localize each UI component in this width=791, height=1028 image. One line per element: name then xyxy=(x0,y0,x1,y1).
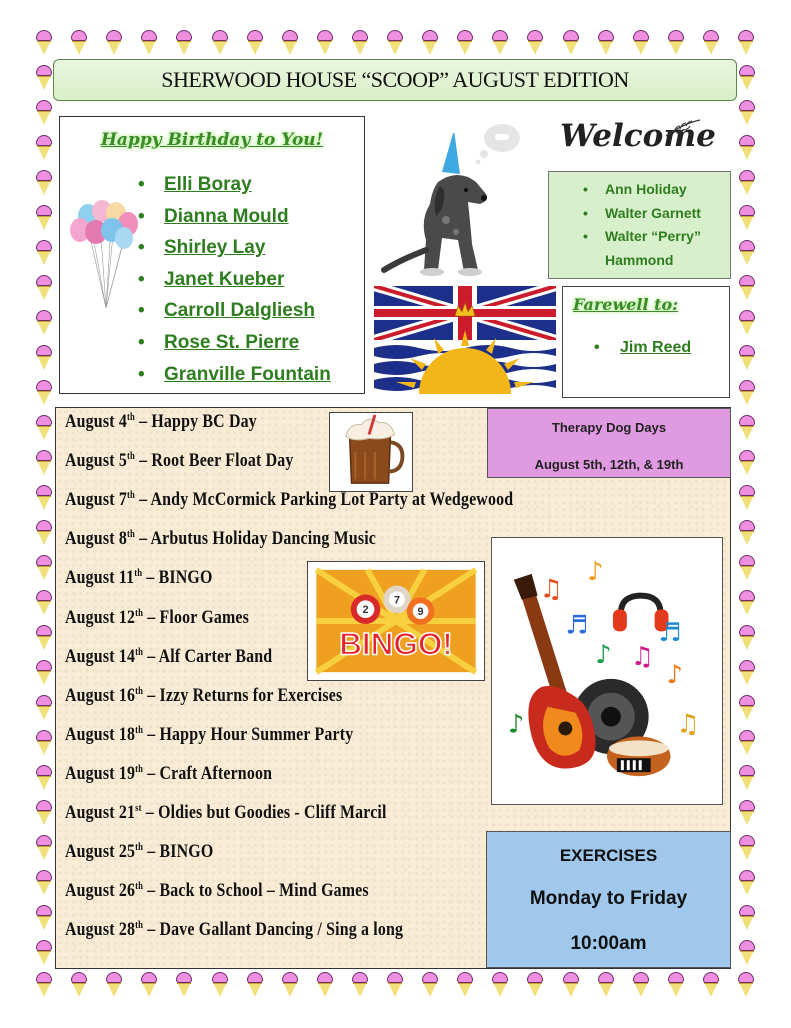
ice-cream-cone-icon xyxy=(35,100,53,126)
event-day-suffix: th xyxy=(135,763,144,775)
event-month: August xyxy=(65,490,115,511)
svg-text:♫: ♫ xyxy=(676,709,700,740)
farewell-title: Farewell to: xyxy=(573,295,679,314)
event-month: August xyxy=(65,412,115,433)
ice-cream-cone-icon xyxy=(738,135,756,161)
ice-cream-cone-icon xyxy=(351,972,369,998)
event-month: August xyxy=(65,607,115,628)
ice-cream-cone-icon xyxy=(667,30,685,56)
event-month: August xyxy=(65,568,115,589)
exercise-title: EXERCISES xyxy=(559,846,658,865)
event-item xyxy=(65,568,213,589)
ice-cream-cone-icon xyxy=(702,972,720,998)
ice-cream-cone-icon xyxy=(526,30,544,56)
event-item xyxy=(65,881,369,902)
event-text: – Oldies but Goodies - Cliff Marcil xyxy=(145,803,387,824)
ice-cream-cone-icon xyxy=(140,972,158,998)
therapy-dog-box xyxy=(487,408,731,478)
svg-text:♪: ♪ xyxy=(595,640,612,671)
bingo-sign-text: BINGO! xyxy=(339,626,453,662)
event-day: 18 xyxy=(118,724,136,745)
birthday-name: • Granville Fountain xyxy=(138,364,331,396)
ice-cream-cone-icon xyxy=(597,972,615,998)
event-day: 12 xyxy=(118,607,136,628)
ice-cream-cone-icon xyxy=(175,972,193,998)
birthday-name: • Janet Kueber xyxy=(138,269,331,301)
event-day-suffix: th xyxy=(126,412,135,423)
ice-cream-cone-icon xyxy=(738,905,756,931)
event-text: – Happy BC Day xyxy=(139,412,257,433)
birthday-name: • Dianna Mould xyxy=(138,206,331,238)
ice-cream-cone-icon xyxy=(738,415,756,441)
event-day: 5 xyxy=(118,451,127,472)
event-day: 16 xyxy=(118,685,136,706)
ice-cream-cone-icon xyxy=(738,555,756,581)
ice-cream-cone-icon xyxy=(738,520,756,546)
event-day-suffix: th xyxy=(135,920,144,932)
event-day: 14 xyxy=(118,646,136,667)
ice-cream-cone-icon xyxy=(738,695,756,721)
event-day-suffix: st xyxy=(135,803,142,814)
ice-cream-cone-icon xyxy=(211,972,229,998)
ice-cream-cone-icon xyxy=(35,800,53,826)
exercise-box xyxy=(486,831,731,968)
event-day-suffix: th xyxy=(126,451,135,463)
party-dog-image xyxy=(380,120,540,280)
therapy-title: Therapy Dog Days xyxy=(551,420,667,435)
ice-cream-cone-icon xyxy=(738,345,756,371)
birthday-title: Happy Birthday to You! xyxy=(100,130,324,150)
ice-cream-cone-icon xyxy=(35,905,53,931)
svg-text:♫: ♫ xyxy=(539,574,563,605)
event-day: 11 xyxy=(118,568,135,589)
ice-cream-cone-icon xyxy=(35,170,53,196)
welcome-list xyxy=(549,172,730,272)
ice-cream-cone-icon xyxy=(281,30,299,56)
event-day: 25 xyxy=(118,842,136,863)
ice-cream-cone-icon xyxy=(491,30,509,56)
event-item xyxy=(65,451,294,472)
event-item xyxy=(65,647,272,668)
ice-cream-cone-icon xyxy=(35,730,53,756)
ice-cream-cone-icon xyxy=(35,660,53,686)
event-day-suffix: th xyxy=(135,685,144,697)
ice-cream-cone-icon xyxy=(386,30,404,56)
ice-cream-cone-icon xyxy=(738,940,756,966)
event-month: August xyxy=(65,842,115,863)
ice-cream-cone-icon xyxy=(70,30,88,56)
exercise-time: 10:00am xyxy=(570,933,647,954)
ice-cream-cone-icon xyxy=(35,972,53,998)
ice-cream-cone-icon xyxy=(105,30,123,56)
exercise-days: Monday to Friday xyxy=(529,888,688,909)
ice-cream-cone-icon xyxy=(456,30,474,56)
ice-cream-cone-icon xyxy=(526,972,544,998)
event-month: August xyxy=(65,529,115,550)
birthday-name: • Carroll Dalgliesh xyxy=(138,300,331,332)
root-beer-float-image xyxy=(329,412,413,492)
ice-cream-cone-icon xyxy=(35,450,53,476)
bc-flag-image xyxy=(374,286,556,394)
ice-cream-cone-icon xyxy=(562,30,580,56)
birthday-name: • Rose St. Pierre xyxy=(138,332,331,364)
event-text: – Craft Afternoon xyxy=(147,764,273,785)
newsletter-title: SHERWOOD HOUSE “SCOOP” AUGUST EDITION xyxy=(53,59,737,101)
ice-cream-cone-icon xyxy=(738,65,756,91)
ice-cream-cone-icon xyxy=(316,972,334,998)
event-item xyxy=(65,686,342,707)
ice-cream-cone-icon xyxy=(738,800,756,826)
ice-cream-cone-icon xyxy=(35,205,53,231)
ice-cream-cone-icon xyxy=(421,30,439,56)
ice-cream-cone-icon xyxy=(175,30,193,56)
balloons-image xyxy=(68,200,142,312)
ice-cream-cone-icon xyxy=(35,555,53,581)
event-item xyxy=(65,725,353,746)
ice-cream-cone-icon xyxy=(35,625,53,651)
event-day: 28 xyxy=(118,920,136,941)
event-month: August xyxy=(65,646,115,667)
ice-cream-cone-icon xyxy=(421,972,439,998)
event-month: August xyxy=(65,764,115,785)
event-month: August xyxy=(65,803,115,824)
farewell-section xyxy=(562,286,730,398)
event-day-suffix: th xyxy=(135,646,144,658)
ice-cream-cone-icon xyxy=(738,275,756,301)
ice-cream-cone-icon xyxy=(738,100,756,126)
event-month: August xyxy=(65,724,115,745)
svg-text:♬: ♬ xyxy=(658,618,682,649)
ice-cream-cone-icon xyxy=(738,205,756,231)
ice-cream-cone-icon xyxy=(35,940,53,966)
welcome-name: • Walter “Perry” Hammond xyxy=(605,225,730,272)
event-month: August xyxy=(65,685,115,706)
ice-cream-cone-icon xyxy=(140,30,158,56)
bingo-ball-number: 9 xyxy=(417,606,424,619)
event-text: – Arbutus Holiday Dancing Music xyxy=(139,529,377,550)
bingo-ball-number: 7 xyxy=(393,594,400,607)
ice-cream-cone-icon xyxy=(562,972,580,998)
ice-cream-cone-icon xyxy=(35,380,53,406)
event-text: – BINGO xyxy=(146,568,213,589)
event-item xyxy=(65,764,272,785)
event-text: – Izzy Returns for Exercises xyxy=(147,685,343,706)
ice-cream-cone-icon xyxy=(738,730,756,756)
svg-text:♪: ♪ xyxy=(507,709,525,740)
event-item xyxy=(65,842,213,863)
farewell-name: • Jim Reed xyxy=(594,339,691,357)
event-day: 8 xyxy=(118,529,127,550)
event-text: – Happy Hour Summer Party xyxy=(147,724,354,745)
event-text: – Dave Gallant Dancing / Sing a long xyxy=(147,920,404,941)
svg-text:♪: ♪ xyxy=(666,659,683,690)
event-month: August xyxy=(65,920,115,941)
ice-cream-cone-icon xyxy=(738,380,756,406)
ice-cream-cone-icon xyxy=(738,660,756,686)
ice-cream-cone-icon xyxy=(35,30,53,56)
ice-cream-cone-icon xyxy=(316,30,334,56)
event-day-suffix: th xyxy=(135,724,144,736)
event-item xyxy=(65,490,513,511)
ice-cream-cone-icon xyxy=(246,972,264,998)
ice-cream-cone-icon xyxy=(738,310,756,336)
ice-cream-cone-icon xyxy=(35,870,53,896)
ice-cream-cone-icon xyxy=(35,135,53,161)
ice-cream-cone-icon xyxy=(738,240,756,266)
event-item xyxy=(65,412,257,433)
event-day-suffix: th xyxy=(126,529,135,541)
ice-cream-cone-icon xyxy=(738,835,756,861)
svg-text:♪: ♪ xyxy=(587,556,604,587)
ice-cream-cone-icon xyxy=(211,30,229,56)
event-text: – Back to School – Mind Games xyxy=(147,881,369,902)
welcome-name: • Walter Garnett xyxy=(605,202,730,226)
birthday-list xyxy=(138,174,331,395)
ice-cream-cone-icon xyxy=(386,972,404,998)
ice-cream-cone-icon xyxy=(456,972,474,998)
ice-cream-cone-icon xyxy=(667,972,685,998)
bingo-sign-image xyxy=(307,561,485,681)
event-day: 19 xyxy=(118,764,136,785)
ice-cream-cone-icon xyxy=(737,972,755,998)
therapy-dates: August 5th, 12th, & 19th xyxy=(534,457,684,472)
welcome-name: • Ann Holiday xyxy=(605,178,730,202)
ice-cream-cone-icon xyxy=(738,625,756,651)
event-month: August xyxy=(65,881,115,902)
svg-text:♫: ♫ xyxy=(630,642,654,673)
event-day: 26 xyxy=(118,881,136,902)
leaf-flourish-icon xyxy=(664,118,702,138)
event-day-suffix: th xyxy=(135,842,144,854)
ice-cream-cone-icon xyxy=(105,972,123,998)
event-day: 21 xyxy=(118,803,136,824)
music-instruments-image xyxy=(491,537,723,805)
svg-text:♬: ♬ xyxy=(565,610,589,641)
event-item xyxy=(65,608,249,629)
event-text: – Andy McCormick Parking Lot Party at Wedgewood xyxy=(139,490,514,511)
ice-cream-cone-icon xyxy=(35,310,53,336)
event-text: – BINGO xyxy=(147,842,214,863)
ice-cream-cone-icon xyxy=(35,695,53,721)
ice-cream-cone-icon xyxy=(702,30,720,56)
ice-cream-cone-icon xyxy=(35,240,53,266)
birthday-name: • Elli Boray xyxy=(138,174,331,206)
birthday-name: • Shirley Lay xyxy=(138,237,331,269)
ice-cream-cone-icon xyxy=(632,30,650,56)
ice-cream-cone-icon xyxy=(738,590,756,616)
ice-cream-cone-icon xyxy=(35,520,53,546)
ice-cream-cone-icon xyxy=(35,590,53,616)
event-day: 7 xyxy=(118,490,127,511)
ice-cream-cone-icon xyxy=(491,972,509,998)
event-item xyxy=(65,920,403,941)
ice-cream-cone-icon xyxy=(351,30,369,56)
ice-cream-cone-icon xyxy=(246,30,264,56)
ice-cream-cone-icon xyxy=(35,65,53,91)
ice-cream-cone-icon xyxy=(738,170,756,196)
welcome-title: Welcome xyxy=(560,118,716,154)
ice-cream-cone-icon xyxy=(737,30,755,56)
ice-cream-cone-icon xyxy=(35,345,53,371)
event-item xyxy=(65,803,387,824)
event-text: – Alf Carter Band xyxy=(147,646,273,667)
ice-cream-cone-icon xyxy=(632,972,650,998)
event-day-suffix: th xyxy=(126,490,135,502)
ice-cream-cone-icon xyxy=(35,415,53,441)
event-day-suffix: th xyxy=(134,568,143,580)
ice-cream-cone-icon xyxy=(597,30,615,56)
ice-cream-cone-icon xyxy=(35,835,53,861)
bingo-ball-number: 2 xyxy=(362,604,369,617)
event-day: 4 xyxy=(118,412,127,433)
ice-cream-cone-icon xyxy=(738,870,756,896)
event-item xyxy=(65,529,376,550)
event-month: August xyxy=(65,451,115,472)
ice-cream-cone-icon xyxy=(70,972,88,998)
event-day-suffix: th xyxy=(135,881,144,893)
ice-cream-cone-icon xyxy=(35,765,53,791)
welcome-section xyxy=(548,171,731,279)
ice-cream-cone-icon xyxy=(281,972,299,998)
event-text: – Root Beer Float Day xyxy=(139,451,294,472)
event-text: – Floor Games xyxy=(147,607,250,628)
ice-cream-cone-icon xyxy=(738,485,756,511)
ice-cream-cone-icon xyxy=(738,765,756,791)
ice-cream-cone-icon xyxy=(738,450,756,476)
ice-cream-cone-icon xyxy=(35,275,53,301)
ice-cream-cone-icon xyxy=(35,485,53,511)
event-day-suffix: th xyxy=(135,607,144,619)
